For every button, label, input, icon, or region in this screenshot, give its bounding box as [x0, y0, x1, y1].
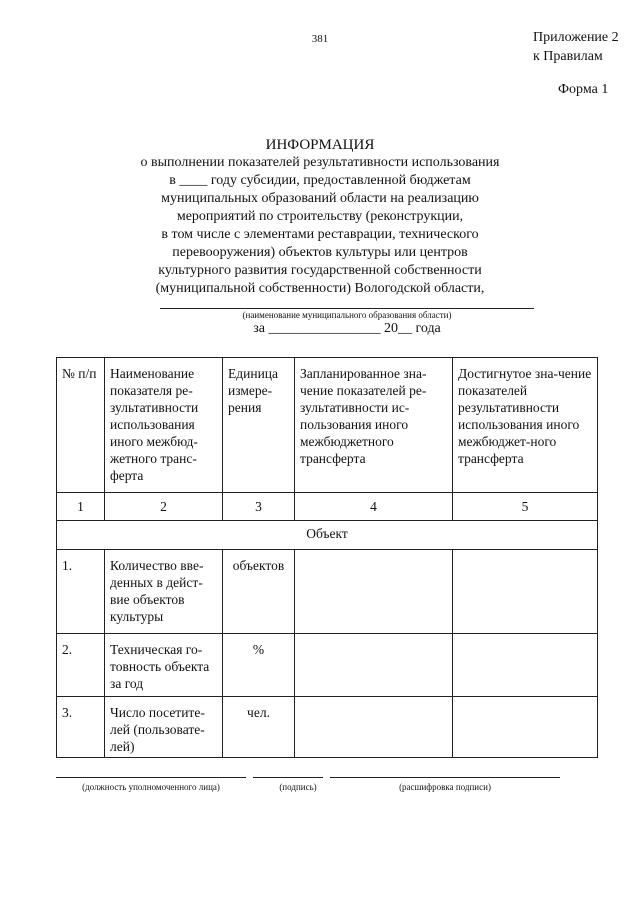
- period-line: за ________________ 20__ года: [253, 321, 441, 336]
- page-number: 381: [311, 33, 329, 45]
- table-row: [57, 697, 598, 758]
- row-number: 2.: [57, 634, 105, 697]
- row-unit: %: [223, 634, 295, 697]
- row-number: 3.: [57, 697, 105, 758]
- column-number: 5: [453, 493, 598, 521]
- org-name-line[interactable]: [160, 308, 534, 309]
- column-number: 2: [105, 493, 223, 521]
- row-indicator-name: Техническая го-товность объекта за год: [105, 634, 223, 697]
- header-indicator-name: Наименование показателя ре-зультативности использования иного межбюд-жетного транс-ферта: [105, 358, 223, 493]
- subtitle-line: перевооружения) объектов культуры или центров: [172, 245, 468, 260]
- subtitle-line: (муниципальной собственности) Вологодской области,: [155, 281, 485, 296]
- row-achieved-cell[interactable]: [453, 634, 598, 697]
- indicators-table: [56, 357, 598, 758]
- appendix-note: [533, 28, 619, 66]
- row-unit: чел.: [223, 697, 295, 758]
- column-number: 1: [57, 493, 105, 521]
- header-planned-value: Запланированное зна-чение показателей ре-зультативности ис-пользования иного межбюджетного трансферта: [295, 358, 453, 493]
- row-planned-cell[interactable]: [295, 550, 453, 634]
- table-row: [57, 634, 598, 697]
- subtitle-line: в том числе с элементами реставрации, технического: [161, 227, 479, 242]
- row-achieved-cell[interactable]: [453, 550, 598, 634]
- subtitle-line: муниципальных образований области на реализацию: [161, 191, 479, 206]
- row-indicator-name: Количество вве-денных в дейст-вие объектов культуры: [105, 550, 223, 634]
- subtitle-line: в ____ году субсидии, предоставленной бюджетам: [169, 173, 471, 188]
- header-unit: Единица измере-рения: [223, 358, 295, 493]
- row-achieved-cell[interactable]: [453, 697, 598, 758]
- title-block: [110, 136, 530, 298]
- subtitle-line: о выполнении показателей результативности использования: [140, 155, 500, 170]
- row-number: 1.: [57, 550, 105, 634]
- subtitle-line: мероприятий по строительству (реконструкции,: [176, 209, 464, 224]
- table-header-row: [57, 358, 598, 493]
- section-row: [57, 521, 598, 550]
- column-number: 3: [223, 493, 295, 521]
- row-indicator-name: Число посетите-лей (пользовате-лей): [105, 697, 223, 758]
- column-numbers-row: [57, 493, 598, 521]
- decoding-signature-line[interactable]: [330, 777, 560, 778]
- table-row: [57, 550, 598, 634]
- signature-line[interactable]: [253, 777, 323, 778]
- org-name-caption: (наименование муниципального образования области): [242, 310, 452, 320]
- section-title: Объект: [57, 521, 598, 550]
- column-number: 4: [295, 493, 453, 521]
- subtitle-line: культурного развития государственной собственности: [158, 263, 482, 278]
- signature-caption: (подпись): [279, 782, 317, 792]
- decoding-caption: (расшифровка подписи): [399, 782, 491, 792]
- row-planned-cell[interactable]: [295, 634, 453, 697]
- row-planned-cell[interactable]: [295, 697, 453, 758]
- appendix-line-2: к Правилам: [533, 49, 603, 64]
- header-achieved-value: Достигнутое зна-чение показателей результативности использования иного межбюджет-ного трансферта: [453, 358, 598, 493]
- header-number: № п/п: [57, 358, 105, 493]
- document-title: ИНФОРМАЦИЯ: [265, 137, 375, 153]
- row-unit: объектов: [223, 550, 295, 634]
- form-label: Форма 1: [558, 82, 609, 97]
- position-caption: (должность уполномоченного лица): [82, 782, 220, 792]
- appendix-line-1: Приложение 2: [533, 30, 619, 45]
- position-signature-line[interactable]: [56, 777, 246, 778]
